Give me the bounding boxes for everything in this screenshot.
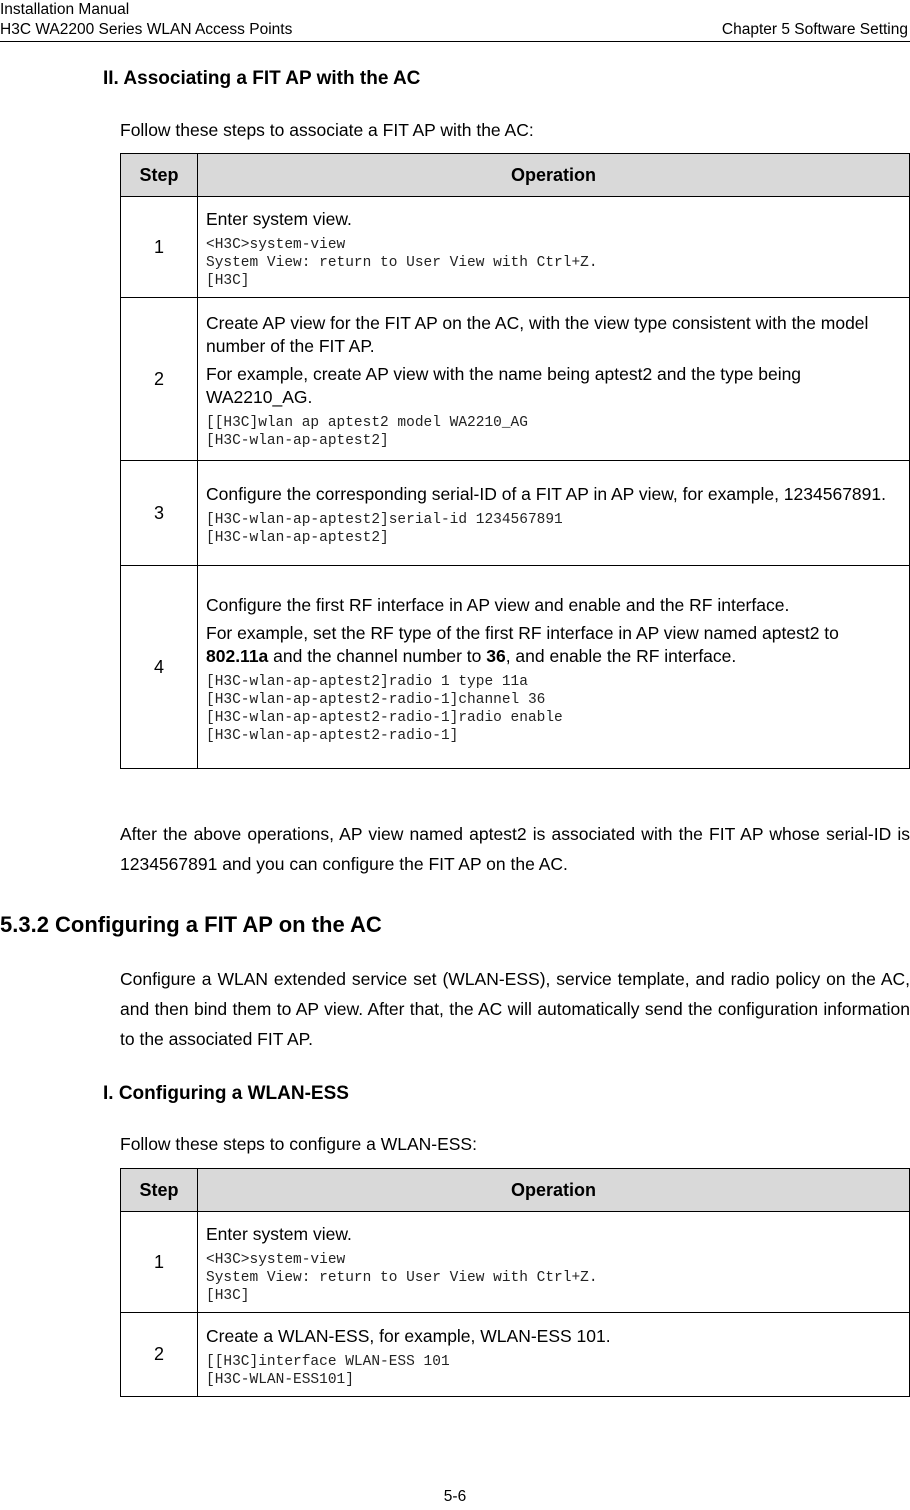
rf-type-value: 802.11a xyxy=(206,645,269,666)
table-header-row xyxy=(121,1169,910,1212)
command-code: <H3C>system-view System View: return to User View with Ctrl+Z. [H3C] xyxy=(206,1252,598,1304)
page-header xyxy=(0,0,910,42)
operation-text: Create a WLAN-ESS, for example, WLAN-ESS 101. xyxy=(206,1325,611,1346)
operation-cell xyxy=(198,461,910,566)
table-header-row xyxy=(121,154,910,197)
header-product-name: H3C WA2200 Series WLAN Access Points xyxy=(0,21,293,38)
operation-example-text xyxy=(206,622,903,668)
operation-cell xyxy=(198,566,910,769)
operation-text: Configure the corresponding serial-ID of a FIT AP in AP view, for example, 1234567891. xyxy=(206,484,886,504)
header-manual-title: Installation Manual xyxy=(0,1,130,18)
operation-column-header: Operation xyxy=(198,1169,910,1212)
command-code: [[H3C]interface WLAN-ESS 101 [H3C-WLAN-ESS101] xyxy=(206,1353,450,1388)
table-row xyxy=(121,1212,910,1313)
table-row xyxy=(121,566,910,769)
step-number: 4 xyxy=(121,566,198,769)
step-number: 1 xyxy=(121,1212,198,1313)
operation-cell xyxy=(198,1212,910,1313)
example-text-part: and the channel number to xyxy=(268,645,487,666)
step-column-header: Step xyxy=(121,1169,198,1212)
step-number: 2 xyxy=(121,298,198,461)
operation-text: Configure the first RF interface in AP view and enable and the RF interface. xyxy=(206,594,790,615)
section-ii-intro: Follow these steps to associate a FIT AP with the AC: xyxy=(120,120,534,140)
table-row xyxy=(121,461,910,566)
command-code: [H3C-wlan-ap-aptest2]radio 1 type 11a [H3C-wlan-ap-aptest2-radio-1]channel 36 [H3C-wlan-ap-aptest2-radio-1]radio enable [H3C-wlan-ap-aptest2-radio-1] xyxy=(206,673,563,744)
section-ii-heading: II. Associating a FIT AP with the AC xyxy=(103,68,421,89)
operation-cell xyxy=(198,197,910,298)
section-i-heading: I. Configuring a WLAN-ESS xyxy=(103,1083,349,1104)
table-row xyxy=(121,1313,910,1397)
step-column-header: Step xyxy=(121,154,198,197)
step-number: 2 xyxy=(121,1313,198,1397)
operation-text: Create AP view for the FIT AP on the AC, with the view type consistent with the model number of the FIT AP. xyxy=(206,313,869,356)
command-code: <H3C>system-view System View: return to User View with Ctrl+Z. [H3C] xyxy=(206,237,598,289)
associate-steps-table xyxy=(120,153,910,769)
wlan-ess-steps-table xyxy=(120,1168,910,1397)
example-text-part: , and enable the RF interface. xyxy=(505,645,737,666)
command-code: [[H3C]wlan ap aptest2 model WA2210_AG [H3C-wlan-ap-aptest2] xyxy=(206,415,528,449)
result-paragraph: After the above operations, AP view named aptest2 is associated with the FIT AP whose serial-ID is 1234567891 and you can configure the FIT AP on the AC. xyxy=(120,824,910,874)
operation-cell xyxy=(198,1313,910,1397)
section-i-intro: Follow these steps to configure a WLAN-ESS: xyxy=(120,1134,477,1154)
operation-example-text: For example, create AP view with the name being aptest2 and the type being WA2210_AG. xyxy=(206,364,802,407)
page-number: 5-6 xyxy=(443,1488,467,1505)
section-532-paragraph: Configure a WLAN extended service set (WLAN-ESS), service template, and radio policy on the AC, and then bind them to AP view. After that, the AC will automatically send the configuration information to the associated FIT AP. xyxy=(120,969,910,1049)
operation-text: Enter system view. xyxy=(206,1224,352,1244)
operation-text: Enter system view. xyxy=(206,209,352,229)
operation-column-header: Operation xyxy=(198,154,910,197)
channel-value: 36 xyxy=(486,645,506,666)
table-row xyxy=(121,298,910,461)
command-code: [H3C-wlan-ap-aptest2]serial-id 1234567891 [H3C-wlan-ap-aptest2] xyxy=(206,512,563,546)
example-text-part: For example, set the RF type of the first RF interface in AP view named aptest2 to xyxy=(206,622,839,643)
operation-cell xyxy=(198,298,910,461)
header-chapter: Chapter 5 Software Setting xyxy=(721,21,908,38)
step-number: 1 xyxy=(121,197,198,298)
step-number: 3 xyxy=(121,461,198,566)
table-row xyxy=(121,197,910,298)
section-532-heading: 5.3.2 Configuring a FIT AP on the AC xyxy=(0,912,382,937)
